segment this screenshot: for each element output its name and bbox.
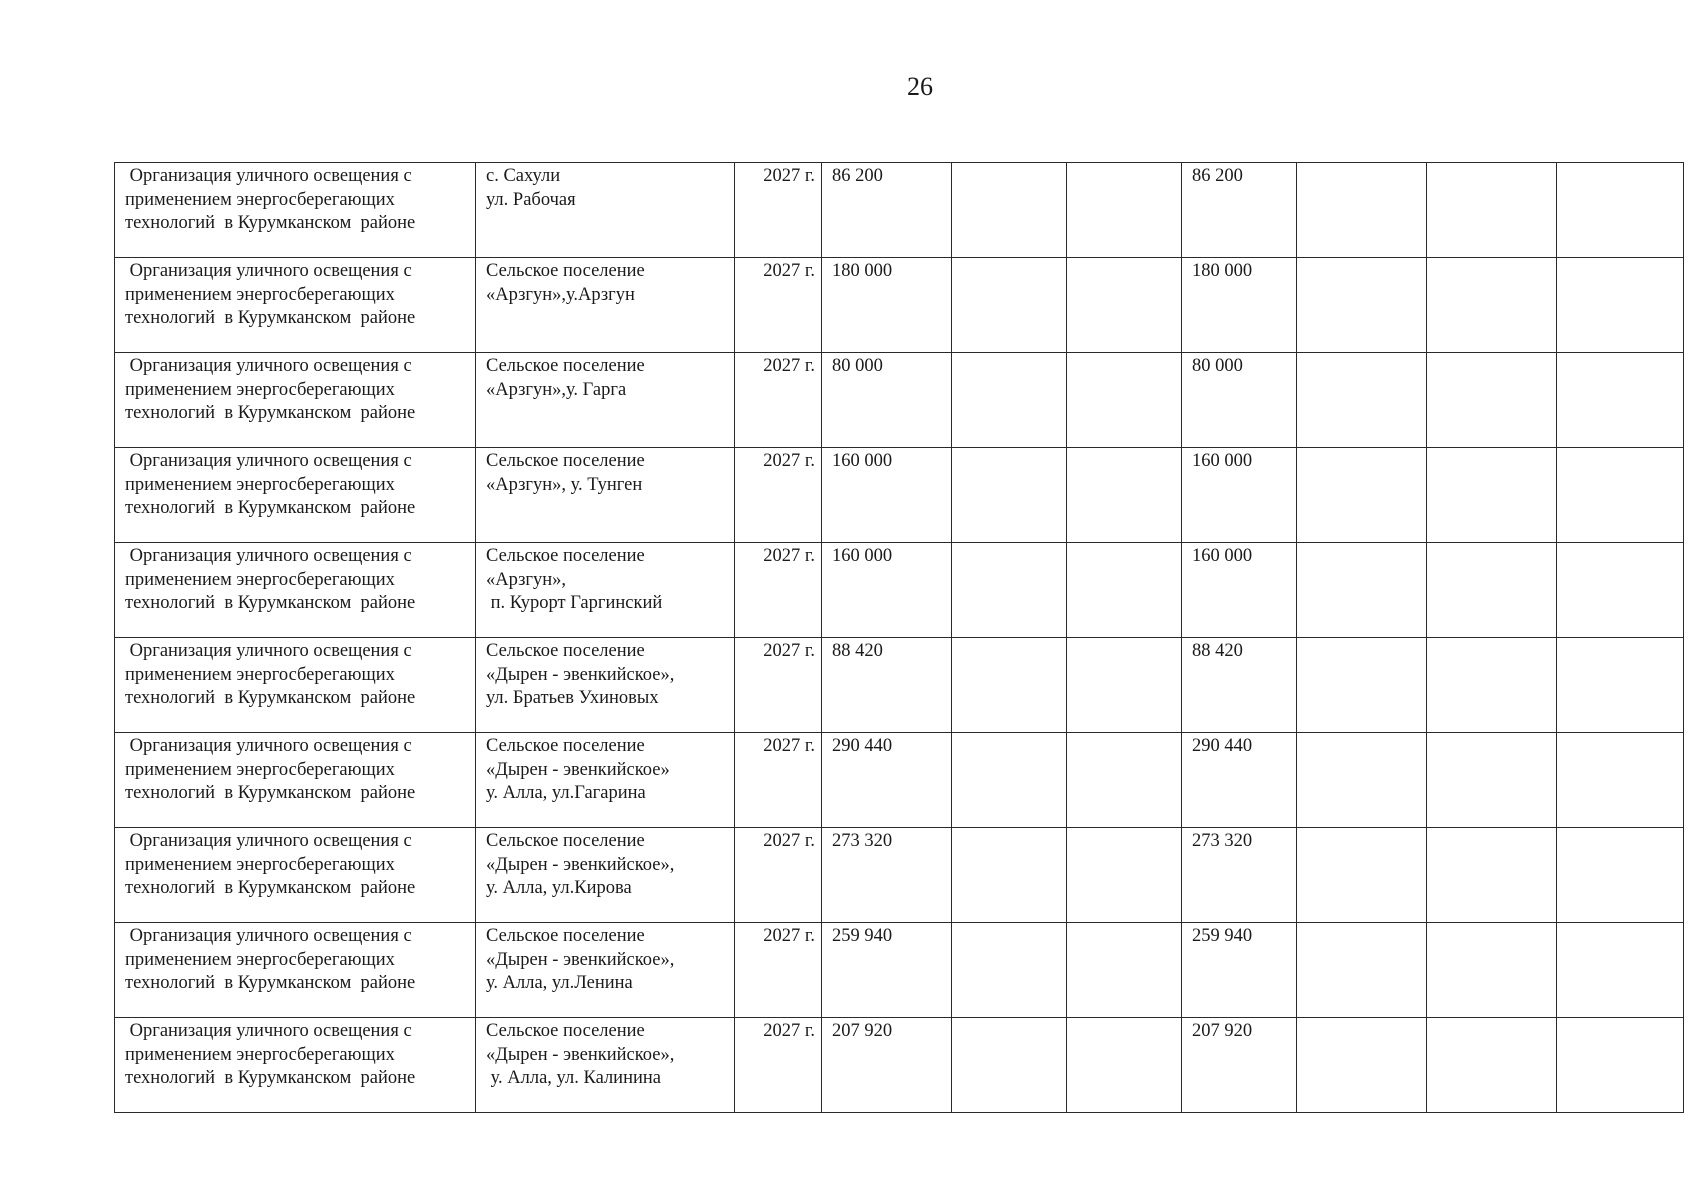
location-line: «Дырен - эвенкийское», [486, 664, 675, 685]
location-cell [476, 1018, 735, 1113]
empty-cell [952, 1018, 1067, 1113]
table-row [115, 163, 1684, 258]
activity-name-line: технологий в Курумканском районе [125, 1068, 416, 1088]
empty-cell [1297, 258, 1427, 353]
empty-cell [952, 258, 1067, 353]
empty-cell [1557, 733, 1684, 828]
activity-name-line: технологий в Курумканском районе [125, 213, 416, 233]
table-row [115, 638, 1684, 733]
empty-cell [1297, 923, 1427, 1018]
year-cell: 2027 г. [735, 923, 822, 1018]
table-body [115, 163, 1684, 1113]
total-amount-cell: 207 920 [822, 1018, 952, 1113]
activity-name-line: Организация уличного освещения с [125, 261, 412, 281]
activity-name-line: применением энергосберегающих [125, 474, 395, 495]
total-amount-cell: 80 000 [822, 353, 952, 448]
empty-cell [1557, 163, 1684, 258]
year-cell: 2027 г. [735, 543, 822, 638]
total-amount-cell: 273 320 [822, 828, 952, 923]
location-cell [476, 353, 735, 448]
empty-cell [1067, 258, 1182, 353]
empty-cell [952, 638, 1067, 733]
empty-cell [1557, 638, 1684, 733]
location-cell [476, 163, 735, 258]
empty-cell [952, 543, 1067, 638]
funding-amount-cell: 273 320 [1182, 828, 1297, 923]
empty-cell [1427, 258, 1557, 353]
location-line: «Дырен - эвенкийское» [486, 759, 670, 780]
year-cell: 2027 г. [735, 448, 822, 543]
activity-name-cell [115, 353, 476, 448]
table-row [115, 923, 1684, 1018]
table-row [115, 258, 1684, 353]
total-amount-cell: 180 000 [822, 258, 952, 353]
empty-cell [1557, 828, 1684, 923]
location-line: Сельское поселение [486, 1021, 645, 1041]
activity-name-line: технологий в Курумканском районе [125, 688, 416, 708]
funding-amount-cell: 290 440 [1182, 733, 1297, 828]
table-row [115, 543, 1684, 638]
table-row [115, 1018, 1684, 1113]
location-line: Сельское поселение [486, 546, 645, 566]
location-cell [476, 258, 735, 353]
empty-cell [1427, 163, 1557, 258]
empty-cell [1067, 1018, 1182, 1113]
total-amount-cell: 86 200 [822, 163, 952, 258]
empty-cell [1067, 543, 1182, 638]
table-row [115, 733, 1684, 828]
activity-name-line: применением энергосберегающих [125, 949, 395, 970]
location-line: «Арзгун», [486, 569, 567, 590]
location-line: у. Алла, ул.Кирова [486, 878, 632, 898]
funding-amount-cell: 160 000 [1182, 543, 1297, 638]
total-amount-cell: 290 440 [822, 733, 952, 828]
empty-cell [1067, 163, 1182, 258]
empty-cell [1427, 638, 1557, 733]
empty-cell [1067, 733, 1182, 828]
location-line: у. Алла, ул.Ленина [486, 973, 633, 993]
location-line: «Арзгун», у. Тунген [486, 474, 643, 495]
empty-cell [1297, 638, 1427, 733]
activity-name-line: применением энергосберегающих [125, 284, 395, 305]
empty-cell [1427, 1018, 1557, 1113]
empty-cell [952, 923, 1067, 1018]
activity-name-line: технологий в Курумканском районе [125, 403, 416, 423]
empty-cell [1557, 448, 1684, 543]
empty-cell [1557, 353, 1684, 448]
empty-cell [952, 733, 1067, 828]
empty-cell [1297, 543, 1427, 638]
empty-cell [952, 353, 1067, 448]
year-cell: 2027 г. [735, 1018, 822, 1113]
funding-amount-cell: 160 000 [1182, 448, 1297, 543]
location-line: Сельское поселение [486, 926, 645, 946]
location-line: Сельское поселение [486, 356, 645, 376]
table-row [115, 448, 1684, 543]
activity-name-cell [115, 733, 476, 828]
empty-cell [952, 828, 1067, 923]
empty-cell [1067, 638, 1182, 733]
location-line: у. Алла, ул. Калинина [486, 1068, 661, 1088]
activity-name-line: технологий в Курумканском районе [125, 783, 416, 803]
empty-cell [1297, 448, 1427, 543]
activity-name-cell [115, 1018, 476, 1113]
funding-amount-cell: 207 920 [1182, 1018, 1297, 1113]
empty-cell [1427, 353, 1557, 448]
location-line: «Дырен - эвенкийское», [486, 949, 675, 970]
activity-name-line: технологий в Курумканском районе [125, 593, 416, 613]
funding-amount-cell: 259 940 [1182, 923, 1297, 1018]
total-amount-cell: 160 000 [822, 543, 952, 638]
empty-cell [1297, 1018, 1427, 1113]
location-line: «Дырен - эвенкийское», [486, 854, 675, 875]
year-cell: 2027 г. [735, 353, 822, 448]
activity-name-cell [115, 828, 476, 923]
activity-name-cell [115, 448, 476, 543]
empty-cell [1067, 353, 1182, 448]
activity-name-cell [115, 258, 476, 353]
activity-name-line: применением энергосберегающих [125, 664, 395, 685]
empty-cell [1557, 543, 1684, 638]
total-amount-cell: 160 000 [822, 448, 952, 543]
empty-cell [1427, 448, 1557, 543]
empty-cell [1427, 733, 1557, 828]
funding-amount-cell: 86 200 [1182, 163, 1297, 258]
empty-cell [952, 448, 1067, 543]
activity-name-line: Организация уличного освещения с [125, 926, 412, 946]
activity-name-line: Организация уличного освещения с [125, 166, 412, 186]
empty-cell [1297, 163, 1427, 258]
location-line: у. Алла, ул.Гагарина [486, 783, 646, 803]
location-cell [476, 923, 735, 1018]
activity-name-line: технологий в Курумканском районе [125, 973, 416, 993]
activity-name-line: Организация уличного освещения с [125, 451, 412, 471]
total-amount-cell: 259 940 [822, 923, 952, 1018]
program-table [114, 162, 1684, 1113]
activity-name-line: применением энергосберегающих [125, 759, 395, 780]
location-line: ул. Братьев Ухиновых [486, 688, 659, 708]
empty-cell [1297, 733, 1427, 828]
year-cell: 2027 г. [735, 733, 822, 828]
activity-name-cell [115, 638, 476, 733]
location-line: «Арзгун»,у.Арзгун [486, 284, 635, 305]
activity-name-line: Организация уличного освещения с [125, 1021, 412, 1041]
location-line: «Дырен - эвенкийское», [486, 1044, 675, 1065]
location-line: Сельское поселение [486, 261, 645, 281]
location-cell [476, 448, 735, 543]
location-cell [476, 828, 735, 923]
page-number: 26 [907, 72, 933, 101]
activity-name-cell [115, 163, 476, 258]
funding-amount-cell: 88 420 [1182, 638, 1297, 733]
activity-name-line: Организация уличного освещения с [125, 546, 412, 566]
year-cell: 2027 г. [735, 163, 822, 258]
location-cell [476, 638, 735, 733]
location-line: с. Сахули [486, 166, 561, 186]
activity-name-line: применением энергосберегающих [125, 569, 395, 590]
empty-cell [1557, 1018, 1684, 1113]
table-row [115, 353, 1684, 448]
activity-name-line: применением энергосберегающих [125, 1044, 395, 1065]
empty-cell [1297, 828, 1427, 923]
activity-name-line: Организация уличного освещения с [125, 831, 412, 851]
funding-amount-cell: 180 000 [1182, 258, 1297, 353]
funding-amount-cell: 80 000 [1182, 353, 1297, 448]
empty-cell [1067, 923, 1182, 1018]
activity-name-line: применением энергосберегающих [125, 379, 395, 400]
activity-name-line: применением энергосберегающих [125, 189, 395, 210]
empty-cell [1297, 353, 1427, 448]
location-line: ул. Рабочая [486, 189, 576, 210]
location-line: Сельское поселение [486, 736, 645, 756]
empty-cell [1427, 923, 1557, 1018]
empty-cell [1067, 448, 1182, 543]
location-line: Сельское поселение [486, 641, 645, 661]
activity-name-cell [115, 923, 476, 1018]
activity-name-line: Организация уличного освещения с [125, 641, 412, 661]
activity-name-line: Организация уличного освещения с [125, 736, 412, 756]
empty-cell [1557, 923, 1684, 1018]
year-cell: 2027 г. [735, 258, 822, 353]
activity-name-line: технологий в Курумканском районе [125, 498, 416, 518]
activity-name-cell [115, 543, 476, 638]
location-cell [476, 733, 735, 828]
empty-cell [1427, 828, 1557, 923]
location-cell [476, 543, 735, 638]
activity-name-line: применением энергосберегающих [125, 854, 395, 875]
empty-cell [1557, 258, 1684, 353]
location-line: «Арзгун»,у. Гарга [486, 379, 627, 400]
table-row [115, 828, 1684, 923]
empty-cell [952, 163, 1067, 258]
year-cell: 2027 г. [735, 828, 822, 923]
year-cell: 2027 г. [735, 638, 822, 733]
activity-name-line: Организация уличного освещения с [125, 356, 412, 376]
location-line: Сельское поселение [486, 831, 645, 851]
location-line: Сельское поселение [486, 451, 645, 471]
empty-cell [1067, 828, 1182, 923]
location-line: п. Курорт Гаргинский [486, 593, 663, 613]
activity-name-line: технологий в Курумканском районе [125, 308, 416, 328]
total-amount-cell: 88 420 [822, 638, 952, 733]
empty-cell [1427, 543, 1557, 638]
activity-name-line: технологий в Курумканском районе [125, 878, 416, 898]
